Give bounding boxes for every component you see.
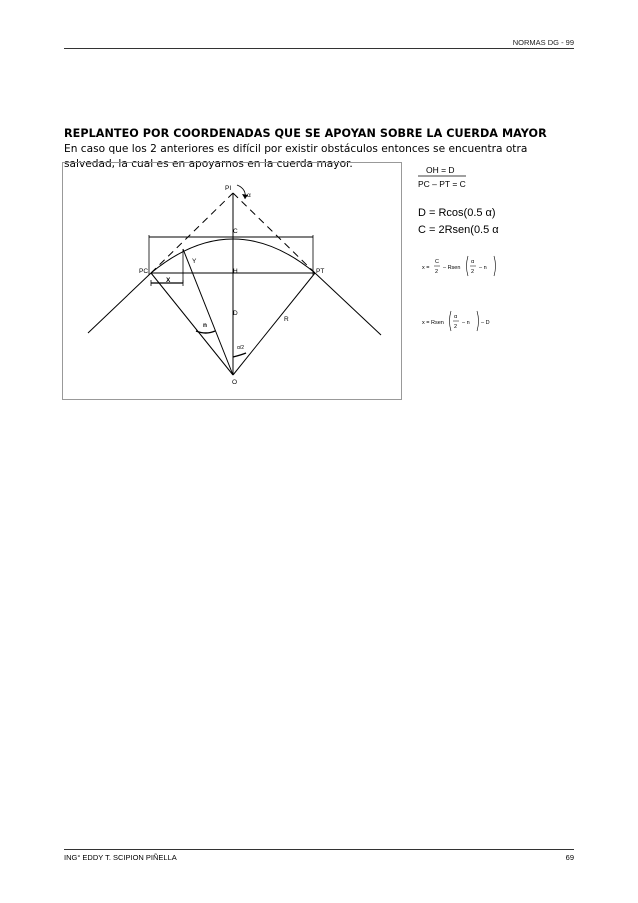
page-header: NORMAS DG - 99	[512, 38, 574, 47]
formula-d: D = Rcos(0.5 α)	[418, 207, 496, 219]
label-y: Y	[192, 258, 197, 265]
body-paragraph: En caso que los 2 anteriores es difícil por existir obstáculos entonces se encuentra otra salvedad, la cual es en apoyarnos en la cuerda mayor.	[64, 143, 528, 170]
formula-oh: OH = D	[426, 165, 455, 175]
n-angle-arc	[196, 331, 215, 333]
formula-x2-in-den: 2	[454, 324, 458, 330]
formula-c: C = 2Rsen(0.5 α	[418, 224, 499, 236]
formula-x2-tail: – D	[481, 320, 490, 326]
formula-x2-in-num: α	[454, 314, 458, 320]
formula-x1-frac-num: C	[435, 259, 439, 265]
radius-to-point	[183, 249, 233, 375]
formula-x2-lhs: x = Rsen	[422, 320, 444, 326]
formula-x1-paren-right	[494, 256, 496, 276]
formula-x2-in-tail: – n	[462, 320, 470, 326]
label-r: R	[284, 316, 289, 323]
formula-x1-frac-den: 2	[435, 269, 439, 275]
formula-x1-lhs: x =	[422, 265, 430, 271]
radius-right	[233, 273, 315, 375]
label-alpha: α	[247, 192, 251, 199]
radius-left	[151, 273, 233, 375]
label-o: O	[232, 379, 238, 386]
formula-x1-in-tail: – n	[479, 265, 487, 271]
footer-author: ING° EDDY T. SCIPION PIÑELLA	[64, 853, 177, 862]
label-alpha-half: α/2	[237, 345, 245, 351]
label-d: D	[233, 310, 238, 317]
tangent-right	[315, 273, 381, 335]
formula-pcpt: PC – PT = C	[418, 179, 466, 189]
formula-block	[410, 160, 570, 340]
tangent-extension-right	[233, 193, 315, 273]
page-number: 69	[565, 853, 574, 862]
formula-x1-paren-left	[467, 256, 469, 276]
formula-x2-paren-left	[450, 311, 452, 331]
tangent-left	[88, 273, 151, 333]
curve-diagram	[63, 163, 403, 401]
formula-x1-in-den: 2	[471, 269, 475, 275]
curve-figure	[62, 162, 402, 400]
footer-rule	[64, 849, 574, 850]
label-h: H	[233, 268, 238, 275]
formula-x1-mid: – Rsen	[443, 265, 461, 271]
section-title: REPLANTEO POR COORDENADAS QUE SE APOYAN SOBRE LA CUERDA MAYOR	[64, 127, 547, 140]
header-rule	[64, 48, 574, 49]
formula-x1-in-num: α	[471, 259, 475, 265]
formula-x2-paren-right	[477, 311, 479, 331]
label-c: C	[233, 228, 238, 235]
label-pi: PI	[225, 185, 232, 192]
formula-svg	[410, 160, 570, 340]
label-x: X	[166, 277, 171, 284]
label-pt: PT	[316, 268, 325, 275]
alpha-half-arc	[233, 353, 246, 357]
label-pc: PC	[139, 268, 149, 275]
label-n: n	[203, 322, 207, 329]
